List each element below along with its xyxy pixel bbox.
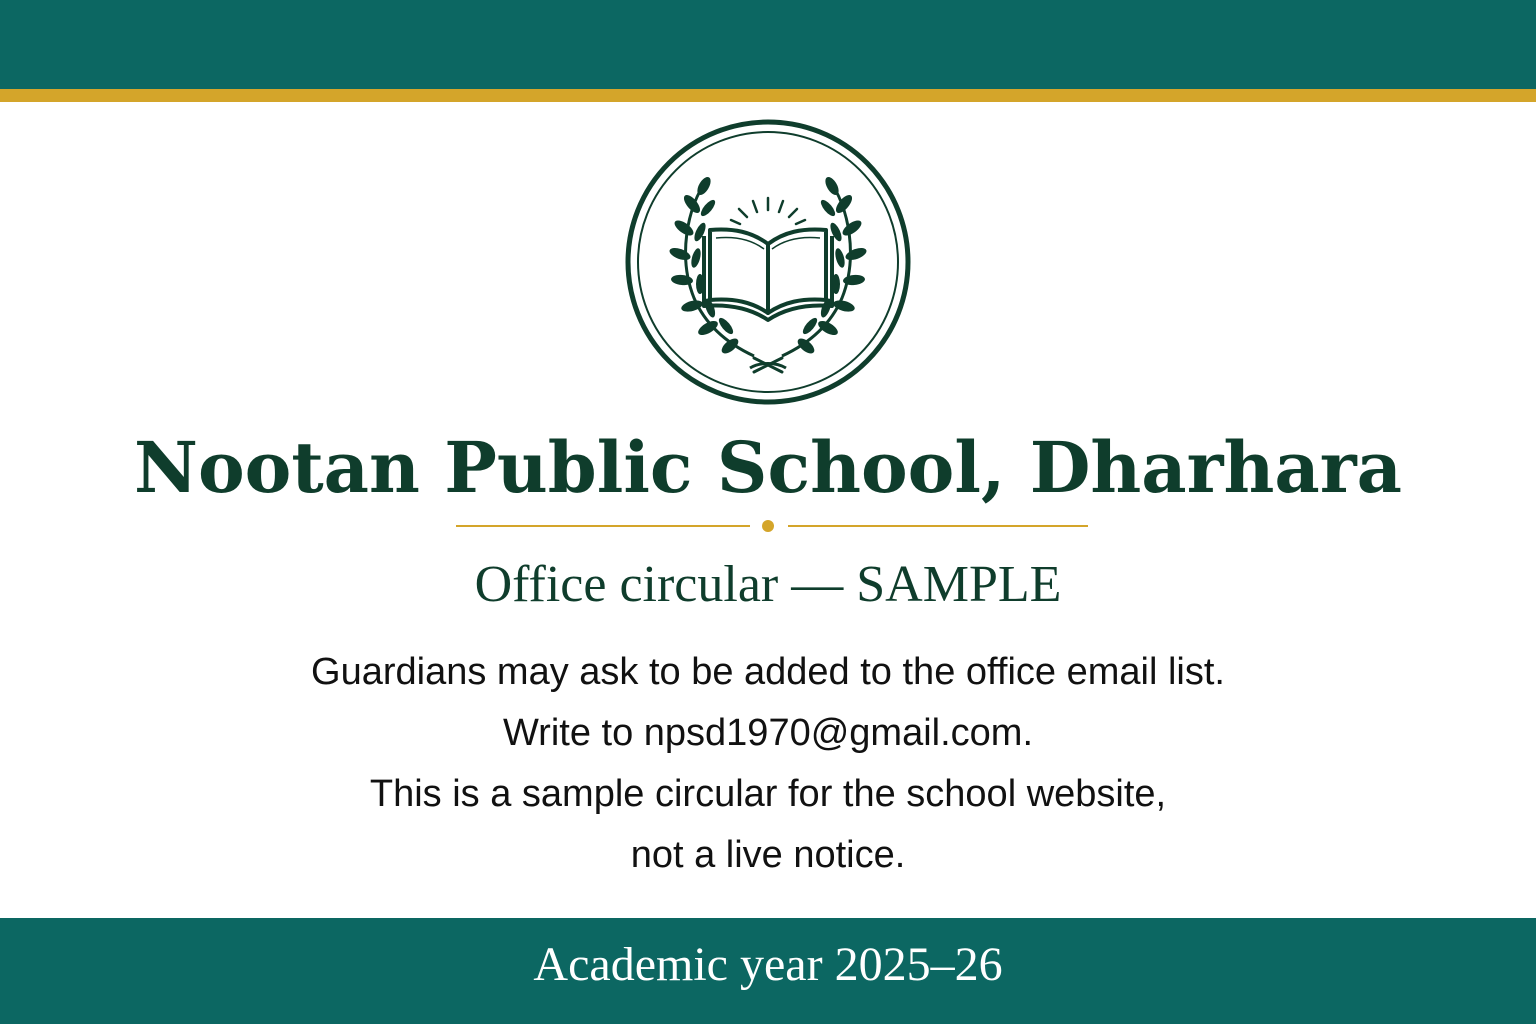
circular-line-4: not a live notice. bbox=[630, 834, 906, 876]
title-divider bbox=[456, 516, 1088, 536]
divider-line-right bbox=[788, 525, 1088, 527]
divider-dot bbox=[762, 520, 774, 532]
circular-line-2: Write to npsd1970@gmail.com. bbox=[503, 712, 1033, 754]
open-book-icon bbox=[704, 230, 832, 320]
school-name-heading: Nootan Public School, Dharhara bbox=[133, 426, 1403, 509]
academic-year-label: Academic year 2025–26 bbox=[533, 938, 1003, 991]
circular-body bbox=[0, 642, 1536, 886]
header-band bbox=[0, 0, 1536, 89]
school-crest-icon bbox=[624, 118, 912, 406]
circular-line-3: This is a sample circular for the school website, bbox=[369, 773, 1167, 815]
header-gold-stripe bbox=[0, 89, 1536, 102]
circular-line-1: Guardians may ask to be added to the office email list. bbox=[311, 651, 1225, 693]
sun-rays-icon bbox=[731, 198, 805, 224]
circular-title: Office circular — SAMPLE bbox=[474, 556, 1062, 613]
divider-line-left bbox=[456, 525, 750, 527]
